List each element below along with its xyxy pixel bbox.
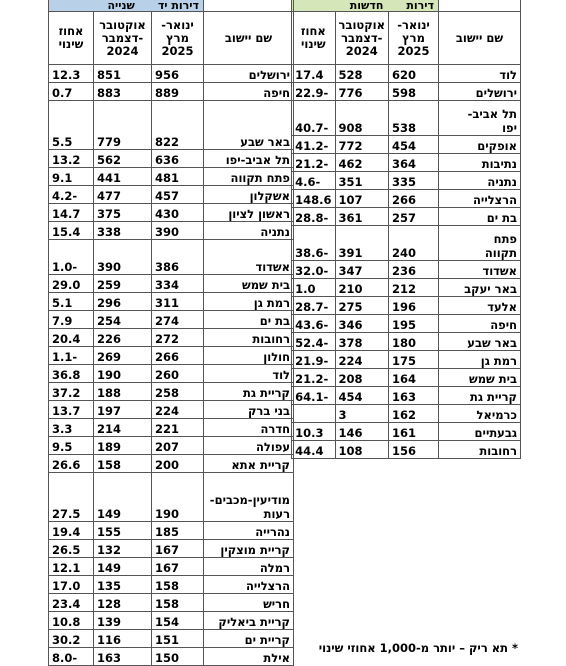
cell-2025: 150 bbox=[152, 648, 204, 666]
cell-city: באר יעקב bbox=[439, 279, 521, 297]
cell-2024: 116 bbox=[94, 630, 152, 648]
cell-change: -21.2 bbox=[292, 369, 335, 387]
cell-2025: 822 bbox=[152, 101, 204, 150]
cell-city: עפולה bbox=[204, 437, 294, 455]
cell-2024: 441 bbox=[94, 168, 152, 186]
table-row bbox=[292, 423, 521, 441]
cell-city: הרצלייה bbox=[204, 576, 294, 594]
cell-change: 9.1 bbox=[49, 168, 94, 186]
cell-change: -38.6 bbox=[292, 226, 335, 261]
table-row bbox=[49, 347, 294, 365]
cell-2024: 351 bbox=[335, 172, 388, 190]
cell-change: 44.4 bbox=[292, 441, 335, 459]
cell-2024: 338 bbox=[94, 222, 152, 240]
cell-2024: 254 bbox=[94, 311, 152, 329]
cell-2025: 274 bbox=[152, 311, 204, 329]
cell-2025: 180 bbox=[389, 333, 439, 351]
cell-change: -43.6 bbox=[292, 315, 335, 333]
cell-2025: 430 bbox=[152, 204, 204, 222]
cell-city: קריית מוצקין bbox=[204, 540, 294, 558]
header-2025: ינואר- מרץ 2025 bbox=[389, 12, 439, 65]
table-row bbox=[49, 383, 294, 401]
header-2024: אוקטובר -דצמבר 2024 bbox=[335, 12, 388, 65]
table-header bbox=[49, 12, 294, 65]
cell-change: 26.6 bbox=[49, 455, 94, 473]
banner-left: שנייה bbox=[107, 0, 135, 12]
cell-2025: 221 bbox=[152, 419, 204, 437]
cell-change: -4.2 bbox=[49, 186, 94, 204]
cell-2024: 128 bbox=[94, 594, 152, 612]
cell-2024: 378 bbox=[335, 333, 388, 351]
cell-change: 9.5 bbox=[49, 437, 94, 455]
table-row bbox=[49, 83, 294, 101]
header-city: שם יישוב bbox=[439, 12, 521, 65]
cell-2025: 240 bbox=[389, 226, 439, 261]
cell-city: באר שבע bbox=[204, 101, 294, 150]
banner-left: חדשות bbox=[349, 0, 384, 12]
cell-2025: 236 bbox=[389, 261, 439, 279]
banner-title bbox=[292, 0, 439, 12]
cell-city: קריית ביאליק bbox=[204, 612, 294, 630]
cell-change: 12.1 bbox=[49, 558, 94, 576]
cell-city: אשדוד bbox=[439, 261, 521, 279]
table-banner bbox=[49, 0, 294, 12]
cell-2025: 311 bbox=[152, 293, 204, 311]
cell-2024: 851 bbox=[94, 65, 152, 83]
cell-2025: 889 bbox=[152, 83, 204, 101]
cell-2025: 266 bbox=[389, 190, 439, 208]
table-row bbox=[49, 311, 294, 329]
cell-change bbox=[292, 405, 335, 423]
cell-change: -64.1 bbox=[292, 387, 335, 405]
cell-change: -1.0 bbox=[49, 240, 94, 275]
cell-2024: 108 bbox=[335, 441, 388, 459]
cell-2025: 620 bbox=[389, 65, 439, 83]
cell-city: לוד bbox=[439, 65, 521, 83]
table-row bbox=[49, 329, 294, 347]
table-row bbox=[49, 150, 294, 168]
cell-2024: 454 bbox=[335, 387, 388, 405]
cell-city: אופקים bbox=[439, 136, 521, 154]
cell-2025: 190 bbox=[152, 473, 204, 522]
table-row bbox=[292, 333, 521, 351]
cell-2025: 195 bbox=[389, 315, 439, 333]
cell-change: -8.0 bbox=[49, 648, 94, 666]
cell-city: בית שמש bbox=[204, 275, 294, 293]
table-row bbox=[292, 172, 521, 190]
table-row bbox=[292, 369, 521, 387]
cell-2024: 190 bbox=[94, 365, 152, 383]
cell-city: קריית גת bbox=[204, 383, 294, 401]
cell-2025: 167 bbox=[152, 540, 204, 558]
table-row bbox=[49, 168, 294, 186]
banner-right: דירות יד bbox=[157, 0, 199, 12]
cell-city: בת ים bbox=[204, 311, 294, 329]
cell-change: 20.4 bbox=[49, 329, 94, 347]
header-change: אחוז שינוי bbox=[49, 12, 94, 65]
cell-2024: 296 bbox=[94, 293, 152, 311]
cell-change: 17.4 bbox=[292, 65, 335, 83]
table-row bbox=[49, 612, 294, 630]
cell-2025: 207 bbox=[152, 437, 204, 455]
cell-2025: 196 bbox=[389, 297, 439, 315]
cell-2025: 224 bbox=[152, 401, 204, 419]
cell-city: רמת גן bbox=[204, 293, 294, 311]
cell-2025: 272 bbox=[152, 329, 204, 347]
cell-change: 13.7 bbox=[49, 401, 94, 419]
table-row bbox=[49, 540, 294, 558]
cell-city: אשקלון bbox=[204, 186, 294, 204]
cell-change: 30.2 bbox=[49, 630, 94, 648]
header-city: שם יישוב bbox=[204, 12, 294, 65]
cell-2024: 346 bbox=[335, 315, 388, 333]
used-apartments-table bbox=[48, 0, 294, 666]
cell-city: חיפה bbox=[204, 83, 294, 101]
cell-2024: 390 bbox=[94, 240, 152, 275]
cell-change: 13.2 bbox=[49, 150, 94, 168]
cell-city: תל אביב- יפו bbox=[439, 101, 521, 136]
table-row bbox=[49, 65, 294, 83]
cell-2025: 390 bbox=[152, 222, 204, 240]
cell-2025: 538 bbox=[389, 101, 439, 136]
cell-2024: 163 bbox=[94, 648, 152, 666]
cell-2024: 776 bbox=[335, 83, 388, 101]
table-header bbox=[292, 12, 521, 65]
cell-2025: 175 bbox=[389, 351, 439, 369]
cell-change: -28.7 bbox=[292, 297, 335, 315]
table-row bbox=[292, 226, 521, 261]
cell-city: בת ים bbox=[439, 208, 521, 226]
cell-change: 29.0 bbox=[49, 275, 94, 293]
cell-city: נתניה bbox=[204, 222, 294, 240]
cell-city: אשדוד bbox=[204, 240, 294, 275]
table-row bbox=[49, 365, 294, 383]
table-row bbox=[292, 387, 521, 405]
cell-city: חולון bbox=[204, 347, 294, 365]
cell-2025: 158 bbox=[152, 576, 204, 594]
cell-2024: 188 bbox=[94, 383, 152, 401]
new-apartments-table bbox=[291, 0, 521, 459]
table-row bbox=[49, 101, 294, 150]
cell-2025: 163 bbox=[389, 387, 439, 405]
cell-change: 27.5 bbox=[49, 473, 94, 522]
cell-2025: 334 bbox=[152, 275, 204, 293]
cell-2025: 454 bbox=[389, 136, 439, 154]
cell-change: 19.4 bbox=[49, 522, 94, 540]
cell-2024: 139 bbox=[94, 612, 152, 630]
table-row bbox=[49, 222, 294, 240]
table-row bbox=[292, 136, 521, 154]
cell-2025: 161 bbox=[389, 423, 439, 441]
cell-city: מודיעין-מכבים- רעות bbox=[204, 473, 294, 522]
cell-city: קריית ים bbox=[204, 630, 294, 648]
cell-change: 14.7 bbox=[49, 204, 94, 222]
cell-2024: 275 bbox=[335, 297, 388, 315]
cell-2025: 212 bbox=[389, 279, 439, 297]
table-row bbox=[292, 315, 521, 333]
cell-2024: 375 bbox=[94, 204, 152, 222]
cell-change: 5.1 bbox=[49, 293, 94, 311]
cell-2025: 457 bbox=[152, 186, 204, 204]
cell-2024: 347 bbox=[335, 261, 388, 279]
cell-change: 17.0 bbox=[49, 576, 94, 594]
table-row bbox=[292, 261, 521, 279]
cell-city: ראשון לציון bbox=[204, 204, 294, 222]
cell-change: 12.3 bbox=[49, 65, 94, 83]
cell-2024: 224 bbox=[335, 351, 388, 369]
table-row bbox=[292, 154, 521, 172]
cell-city: אלעד bbox=[439, 297, 521, 315]
cell-change: 26.5 bbox=[49, 540, 94, 558]
cell-city: ירושלים bbox=[204, 65, 294, 83]
cell-2024: 132 bbox=[94, 540, 152, 558]
cell-2025: 598 bbox=[389, 83, 439, 101]
cell-change: -41.2 bbox=[292, 136, 335, 154]
cell-2024: 361 bbox=[335, 208, 388, 226]
table-row bbox=[292, 441, 521, 459]
cell-2024: 462 bbox=[335, 154, 388, 172]
table-row bbox=[292, 297, 521, 315]
cell-2024: 158 bbox=[94, 455, 152, 473]
table-row bbox=[292, 405, 521, 423]
cell-2025: 185 bbox=[152, 522, 204, 540]
cell-change: 15.4 bbox=[49, 222, 94, 240]
cell-city: חיפה bbox=[439, 315, 521, 333]
table-row bbox=[49, 275, 294, 293]
table-row bbox=[49, 437, 294, 455]
cell-city: רחובות bbox=[439, 441, 521, 459]
cell-2024: 779 bbox=[94, 101, 152, 150]
table-row bbox=[292, 101, 521, 136]
cell-change: 7.9 bbox=[49, 311, 94, 329]
table-row bbox=[292, 279, 521, 297]
cell-city: קריית אתא bbox=[204, 455, 294, 473]
banner-title bbox=[49, 0, 204, 12]
cell-2025: 200 bbox=[152, 455, 204, 473]
cell-2025: 260 bbox=[152, 365, 204, 383]
cell-change: -21.2 bbox=[292, 154, 335, 172]
cell-2025: 154 bbox=[152, 612, 204, 630]
cell-city: רחובות bbox=[204, 329, 294, 347]
cell-2024: 226 bbox=[94, 329, 152, 347]
table-row bbox=[49, 240, 294, 275]
cell-2024: 269 bbox=[94, 347, 152, 365]
cell-2025: 481 bbox=[152, 168, 204, 186]
cell-change: -1.1 bbox=[49, 347, 94, 365]
cell-2025: 158 bbox=[152, 594, 204, 612]
cell-city: נתיבות bbox=[439, 154, 521, 172]
cell-2025: 257 bbox=[389, 208, 439, 226]
cell-2024: 107 bbox=[335, 190, 388, 208]
cell-2025: 156 bbox=[389, 441, 439, 459]
cell-city: נתניה bbox=[439, 172, 521, 190]
cell-change: -21.9 bbox=[292, 351, 335, 369]
header-2025: ינואר- מרץ 2025 bbox=[152, 12, 204, 65]
cell-2024: 772 bbox=[335, 136, 388, 154]
cell-2024: 210 bbox=[335, 279, 388, 297]
cell-2025: 636 bbox=[152, 150, 204, 168]
table-row bbox=[49, 594, 294, 612]
cell-2024: 146 bbox=[335, 423, 388, 441]
cell-2024: 155 bbox=[94, 522, 152, 540]
header-2024: אוקטובר -דצמבר 2024 bbox=[94, 12, 152, 65]
cell-change: -22.9 bbox=[292, 83, 335, 101]
table-row bbox=[292, 351, 521, 369]
cell-city: אילת bbox=[204, 648, 294, 666]
cell-2025: 162 bbox=[389, 405, 439, 423]
table-row bbox=[49, 455, 294, 473]
cell-2024: 883 bbox=[94, 83, 152, 101]
cell-city: לוד bbox=[204, 365, 294, 383]
cell-change: 10.3 bbox=[292, 423, 335, 441]
table-row bbox=[49, 419, 294, 437]
cell-2025: 258 bbox=[152, 383, 204, 401]
footnote: * תא ריק – יותר מ-1,000 אחוזי שינוי bbox=[318, 641, 518, 655]
cell-change: -4.6 bbox=[292, 172, 335, 190]
cell-change: -40.7 bbox=[292, 101, 335, 136]
cell-change: 0.7 bbox=[49, 83, 94, 101]
cell-2025: 335 bbox=[389, 172, 439, 190]
table-row bbox=[49, 293, 294, 311]
cell-city: בית שמש bbox=[439, 369, 521, 387]
cell-city: הרצלייה bbox=[439, 190, 521, 208]
table-row bbox=[49, 473, 294, 522]
cell-2024: 562 bbox=[94, 150, 152, 168]
table-row bbox=[49, 401, 294, 419]
cell-change: 36.8 bbox=[49, 365, 94, 383]
cell-change: -28.8 bbox=[292, 208, 335, 226]
cell-city: ירושלים bbox=[439, 83, 521, 101]
cell-2025: 956 bbox=[152, 65, 204, 83]
cell-2025: 364 bbox=[389, 154, 439, 172]
table-row bbox=[49, 576, 294, 594]
table-row bbox=[292, 83, 521, 101]
cell-2025: 386 bbox=[152, 240, 204, 275]
table-row bbox=[292, 190, 521, 208]
cell-2024: 189 bbox=[94, 437, 152, 455]
cell-2024: 259 bbox=[94, 275, 152, 293]
cell-change: -32.0 bbox=[292, 261, 335, 279]
cell-city: רמלה bbox=[204, 558, 294, 576]
cell-change: 148.6 bbox=[292, 190, 335, 208]
table-row bbox=[49, 186, 294, 204]
cell-2024: 391 bbox=[335, 226, 388, 261]
cell-change: 37.2 bbox=[49, 383, 94, 401]
cell-2024: 3 bbox=[335, 405, 388, 423]
cell-city: רמת גן bbox=[439, 351, 521, 369]
cell-city: פתח תקווה bbox=[439, 226, 521, 261]
cell-city: חריש bbox=[204, 594, 294, 612]
cell-2024: 149 bbox=[94, 558, 152, 576]
table-row bbox=[292, 65, 521, 83]
cell-2024: 208 bbox=[335, 369, 388, 387]
header-change: אחוז שינוי bbox=[292, 12, 335, 65]
cell-2024: 477 bbox=[94, 186, 152, 204]
table-row bbox=[49, 522, 294, 540]
cell-city: קריית גת bbox=[439, 387, 521, 405]
cell-2024: 528 bbox=[335, 65, 388, 83]
banner-right: דירות bbox=[406, 0, 434, 12]
table-banner bbox=[292, 0, 521, 12]
cell-city: נהרייה bbox=[204, 522, 294, 540]
cell-2024: 135 bbox=[94, 576, 152, 594]
cell-2025: 167 bbox=[152, 558, 204, 576]
cell-2025: 266 bbox=[152, 347, 204, 365]
cell-change: 10.8 bbox=[49, 612, 94, 630]
cell-city: באר שבע bbox=[439, 333, 521, 351]
cell-change: 3.3 bbox=[49, 419, 94, 437]
table-row bbox=[49, 630, 294, 648]
table-row bbox=[49, 204, 294, 222]
cell-2025: 151 bbox=[152, 630, 204, 648]
table-row bbox=[49, 558, 294, 576]
cell-change: 5.5 bbox=[49, 101, 94, 150]
cell-city: בני ברק bbox=[204, 401, 294, 419]
cell-change: 23.4 bbox=[49, 594, 94, 612]
cell-2024: 149 bbox=[94, 473, 152, 522]
cell-2025: 164 bbox=[389, 369, 439, 387]
cell-2024: 214 bbox=[94, 419, 152, 437]
cell-city: חדרה bbox=[204, 419, 294, 437]
cell-city: כרמיאל bbox=[439, 405, 521, 423]
table-row bbox=[292, 208, 521, 226]
cell-2024: 908 bbox=[335, 101, 388, 136]
cell-2024: 197 bbox=[94, 401, 152, 419]
cell-change: -52.4 bbox=[292, 333, 335, 351]
cell-change: 1.0 bbox=[292, 279, 335, 297]
cell-city: תל אביב-יפו bbox=[204, 150, 294, 168]
cell-city: פתח תקווה bbox=[204, 168, 294, 186]
cell-city: גבעתיים bbox=[439, 423, 521, 441]
